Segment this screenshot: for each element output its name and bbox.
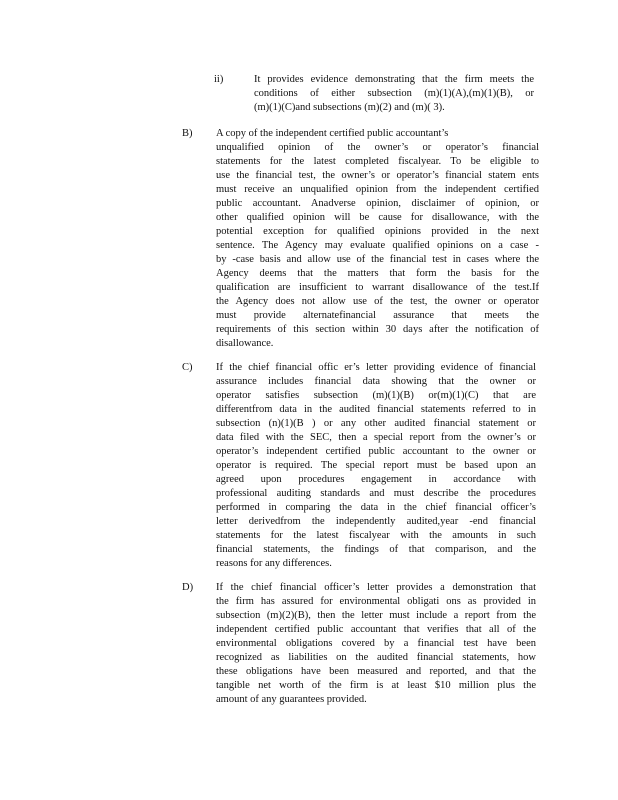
text-line: differentfrom data in the audited financial statements referred to in: [216, 404, 536, 415]
text-line: subsection (m)(2)(B), then the letter must include a report from the: [216, 610, 536, 621]
text-line: independent certified public accountant that verifies that all of the: [216, 624, 536, 635]
text-line: statements for the latest fiscalyear with the amounts in such: [216, 530, 536, 541]
text-line: the Agency does not allow use of the test, the owner or operator: [216, 296, 539, 307]
text-line: Agency deems that the matters that form the basis for the: [216, 268, 539, 279]
clause-text: [254, 73, 534, 115]
text-line: use the financial test, the owner’s or operator’s financial statem ents: [216, 170, 539, 181]
text-line: operator is required. The special report must be based upon an: [216, 460, 536, 471]
text-line: It provides evidence demonstrating that the firm meets the: [254, 74, 534, 85]
text-line: statements for the latest completed fiscalyear. To be eligible to: [216, 156, 539, 167]
text-line: If the chief financial officer’s letter provides a demonstration that: [216, 582, 536, 593]
text-line: A copy of the independent certified public accountant’s: [216, 128, 449, 139]
clause-marker: D): [182, 582, 194, 593]
text-line: reasons for any differences.: [216, 558, 332, 569]
text-line: sentence. The Agency may evaluate qualified opinions on a case -: [216, 240, 539, 251]
text-line: the firm has assured for environmental obligati ons as provided in: [216, 596, 536, 607]
text-line: operator satisfies subsection (m)(1)(B) or(m)(1)(C) that are: [216, 390, 536, 401]
text-line: recognized as liabilities on the audited financial statements, how: [216, 652, 536, 663]
text-line: amount of any guarantees provided.: [216, 694, 367, 705]
text-line: conditions of either subsection (m)(1)(A),(m)(1)(B), or: [254, 88, 534, 99]
text-line: data filed with the SEC, then a special report from the owner’s or: [216, 432, 536, 443]
text-line: (m)(1)(C)and subsections (m)(2) and (m)( 3).: [254, 102, 445, 113]
text-line: performed in comparing the data in the chief financial officer’s: [216, 502, 536, 513]
text-line: requirements of this section within 30 days after the notification of: [216, 324, 539, 335]
text-line: subsection (n)(1)(B ) or any other audited financial statement or: [216, 418, 536, 429]
clause-text: [216, 361, 536, 571]
clause-text: [216, 127, 539, 351]
text-line: If the chief financial offic er’s letter providing evidence of financial: [216, 362, 536, 373]
text-line: by -case basis and allow use of the financial test in cases where the: [216, 254, 539, 265]
text-line: public accountant. Anadverse opinion, disclaimer of opinion, or: [216, 198, 539, 209]
clause-text: [216, 581, 536, 707]
text-line: unqualified opinion of the owner’s or operator’s financial: [216, 142, 539, 153]
clause-marker: B): [182, 128, 193, 139]
text-line: must provide alternatefinancial assurance that meets the: [216, 310, 539, 321]
clause-marker: C): [182, 362, 193, 373]
text-line: must receive an unqualified opinion from the independent certified: [216, 184, 539, 195]
text-line: tangible net worth of the firm is at least $10 million plus the: [216, 680, 536, 691]
text-line: professional auditing standards and must describe the procedures: [216, 488, 536, 499]
text-line: other qualified opinion will be cause for disallowance, with the: [216, 212, 539, 223]
text-line: disallowance.: [216, 338, 274, 349]
text-line: agreed upon procedures engagement in accordance with: [216, 474, 536, 485]
text-line: financial statements, the findings of that comparison, and the: [216, 544, 536, 555]
text-line: operator’s independent certified public accountant to the owner or: [216, 446, 536, 457]
text-line: these obligations have been measured and reported, and that the: [216, 666, 536, 677]
text-line: potential exception for qualified opinions provided in the next: [216, 226, 539, 237]
text-line: assurance includes financial data showing that the owner or: [216, 376, 536, 387]
clause-marker: ii): [214, 74, 224, 85]
text-line: qualification are insufficient to warrant disallowance of the test.If: [216, 282, 539, 293]
text-line: environmental obligations covered by a financial test have been: [216, 638, 536, 649]
text-line: letter derivedfrom the independently audited,year -end financial: [216, 516, 536, 527]
